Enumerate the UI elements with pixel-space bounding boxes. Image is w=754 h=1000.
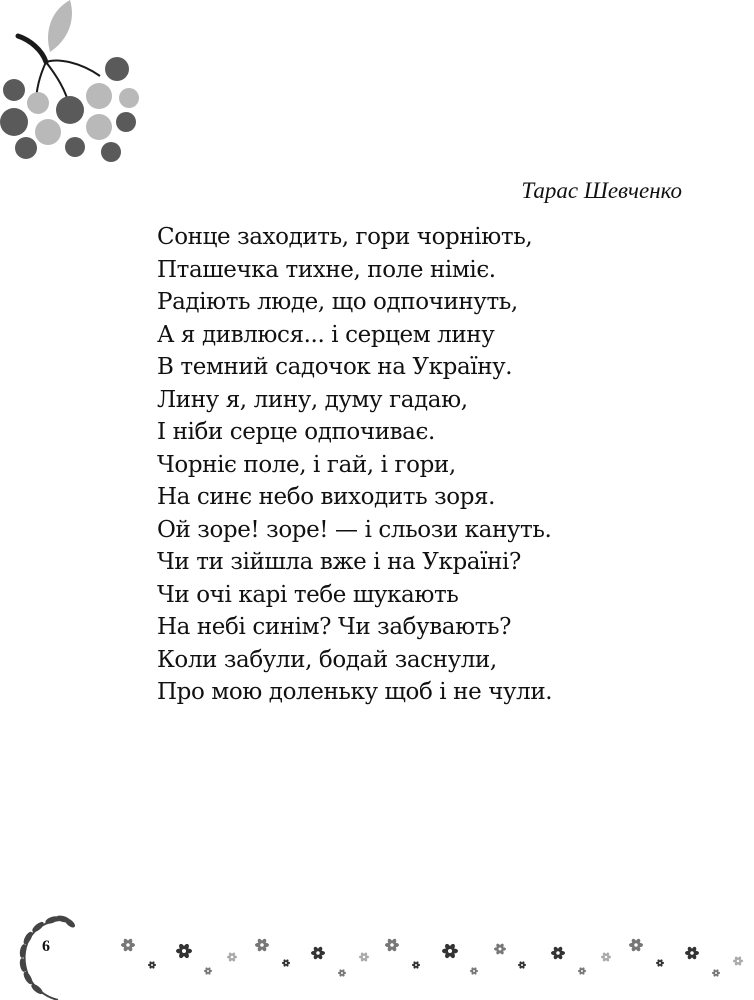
poem-line: Сонце заходить, гори чорніють, — [157, 224, 533, 250]
poem-line: На синє небо виходить зоря. — [157, 484, 496, 510]
poem-line: Про мою доленьку щоб і не чули. — [157, 679, 553, 705]
poem-line: На небі синім? Чи забувають? — [157, 614, 512, 640]
flower-border-icon — [0, 905, 754, 1000]
poem-line: Радіють люде, що одпочинуть, — [157, 289, 518, 315]
poem-line: Чи очі карі тебе шукають — [157, 581, 459, 608]
poem-line: І ніби серце одпочиває. — [157, 419, 435, 445]
poem-text — [157, 221, 552, 709]
page-number: 6 — [42, 938, 50, 955]
poem-line: В темний садочок на Україну. — [157, 354, 513, 380]
laurel-wreath-icon — [19, 914, 77, 1000]
poem-line: Коли забули, бодай заснули, — [157, 646, 497, 673]
poem-line: Ой зоре! зоре! — і сльози кануть. — [157, 516, 552, 543]
author-name: Тарас Шевченко — [521, 178, 682, 203]
poem-line: Чорніє поле, і гай, і гори, — [157, 451, 456, 478]
poem-line: Чи ти зійшла вже і на Україні? — [157, 549, 521, 575]
rowan-berries-icon — [0, 0, 150, 170]
poem-line: А я дивлюся... і серцем лину — [157, 321, 495, 348]
poem-line: Пташечка тихне, поле німіє. — [157, 256, 496, 283]
poem-line: Лину я, лину, думу гадаю, — [157, 386, 468, 413]
